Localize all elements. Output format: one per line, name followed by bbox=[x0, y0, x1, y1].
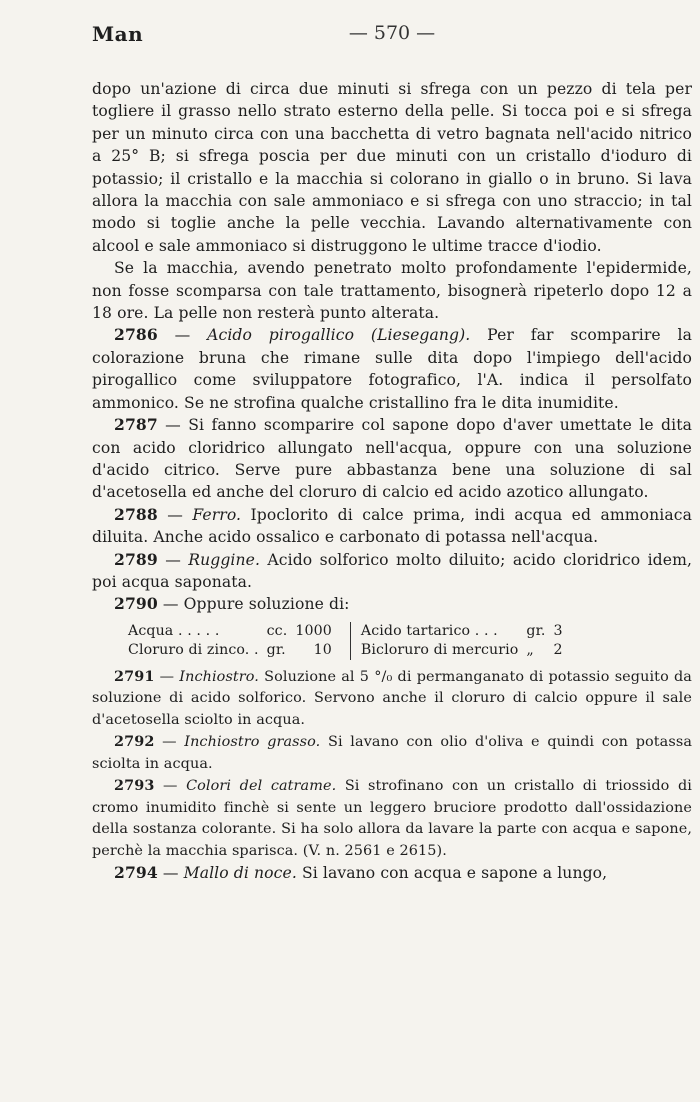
entry-2793 bbox=[92, 775, 692, 862]
entry-2791 bbox=[92, 666, 692, 732]
entry-number: 2790 bbox=[114, 594, 158, 614]
entry-2788 bbox=[92, 504, 692, 549]
entry-number: 2789 bbox=[114, 549, 158, 569]
page-number: — 570 — bbox=[348, 22, 436, 44]
formula-row bbox=[361, 622, 571, 641]
entry-dash: — bbox=[154, 734, 185, 751]
entry-author: (Liesegang). bbox=[370, 326, 471, 345]
entry-text: Soluzione al 5 °/₀ di permanganato di potassio seguito da soluzione di acido solforico. Servono anche il cloruro di calcio oppure il sale d'acetosella sciolto in acqua. bbox=[92, 668, 692, 728]
formula-right-column bbox=[351, 622, 571, 660]
entry-title: Ferro. bbox=[192, 505, 242, 524]
ingredient-unit: gr. bbox=[526, 622, 546, 639]
ingredient-name: Acido tartarico . . . bbox=[360, 622, 498, 639]
entry-text: Si fanno scomparire col sapone dopo d'aver umettate le dita con acido cloridrico allungato nell'acqua, oppure con una soluzione d'acido citrico. Serve pure abbastanza bene una soluzione di sal d'acetosella ed anche del clorurо di calcio ed acido azotico allungato. bbox=[92, 416, 692, 502]
entry-dash: — bbox=[157, 416, 189, 435]
ingredient-qty: 1000 bbox=[295, 622, 332, 639]
ingredient-unit: gr. bbox=[266, 641, 286, 658]
entry-number: 2792 bbox=[114, 733, 155, 751]
page-header bbox=[92, 22, 692, 56]
entry-number: 2794 bbox=[114, 863, 158, 883]
entry-dash: — bbox=[154, 778, 187, 795]
paragraph-continuation: dopo un'azione di circa due minuti si sfrega con un pezzo di tela per togliere il grasso nello strato esterno della pelle. Si tocca poi e si sfrega per un minuto circa con una bacchetta di vetro bagnata nell'acido nitrico a 25° B; si sfrega poscia per due minuti con un cristallo d'ioduro di potassio; il cristallo e la macchia si colorano in giallo o in bruno. Si lava allora la macchia con sale ammoniaco e si sfrega con uno straccio; in tal modo si toglie anche la pelle vecchia. Lavando alternativamente con alcool e sale ammoniaco si distruggono le ultime tracce d'iodio. bbox=[92, 80, 692, 255]
formula-row bbox=[128, 622, 340, 641]
entry-title: Inchiostro. bbox=[179, 668, 259, 685]
entry-2787 bbox=[92, 414, 692, 504]
ingredient-qty: 10 bbox=[313, 641, 332, 658]
entry-text: Si lavano con olio d'oliva e quindi con potassa sciolta in acqua. bbox=[92, 734, 692, 772]
paragraph-repeat-treatment: Se la macchia, avendo penetrato molto profondamente l'epidermide, non fosse scomparsa con tale trattamento, bisognerà ripeterlo dopo 12 a 18 ore. La pelle non resterà punto alterata. bbox=[92, 259, 692, 323]
entry-text: Oppure soluzione di: bbox=[183, 595, 350, 614]
entry-2792 bbox=[92, 731, 692, 775]
ingredient-name: Bicloruro di mercurio bbox=[360, 641, 519, 658]
ingredient-name: Acqua . . . . . bbox=[128, 622, 220, 639]
entry-text: Ipoclorito di calce prima, indi acqua ed ammoniaca diluita. Anche acido ossalico e carbonato di potassa nell'acqua. bbox=[92, 505, 692, 547]
page-body bbox=[92, 78, 692, 885]
entry-number: 2786 bbox=[114, 325, 158, 345]
entry-number: 2793 bbox=[114, 777, 155, 795]
entry-dash: — bbox=[157, 595, 184, 614]
entry-text: Si strofinano con un cristallo di triossido di cromo inumidito finchè si sente un leggero bruciore prodotto dall'ossidazione della sostanza colorante. Si ha solo allora da lavare la parte con acqua e sapone, perchè la macchia sparisca. (V. n. 2561 e 2615). bbox=[92, 778, 693, 859]
entry-dash: — bbox=[157, 864, 184, 883]
running-head: Man bbox=[92, 22, 144, 46]
ingredient-name: Cloruro di zinco. . bbox=[128, 641, 259, 658]
entry-2786 bbox=[92, 324, 692, 414]
entry-dash: — bbox=[157, 505, 193, 524]
formula-left-column bbox=[128, 622, 351, 660]
entry-title: Inchiostro grasso. bbox=[184, 734, 321, 751]
entry-title: Acido pirogallico bbox=[207, 326, 355, 345]
ingredient-unit: cc. bbox=[266, 622, 288, 639]
entry-2789 bbox=[92, 549, 692, 594]
ingredient-qty: 2 bbox=[553, 641, 563, 658]
ingredient-unit: „ bbox=[526, 641, 534, 658]
formula-table bbox=[128, 622, 658, 660]
entry-text: Per far scomparire la colorazione bruna che rimane sulle dita dopo l'impiego dell'acido pirogallico come sviluppatore fotografico, l'A. indica il persolfato ammonico. Se ne strofina qualche cristallino fra le dita inumidite. bbox=[92, 326, 693, 412]
entry-2794 bbox=[92, 862, 692, 884]
formula-row bbox=[128, 641, 340, 660]
formula-row bbox=[361, 641, 571, 660]
entry-dash: — bbox=[157, 550, 189, 569]
entry-dash: — bbox=[157, 326, 208, 345]
entry-number: 2787 bbox=[114, 415, 158, 435]
entry-number: 2791 bbox=[114, 667, 155, 685]
ingredient-qty: 3 bbox=[553, 622, 563, 639]
entry-number: 2788 bbox=[114, 504, 158, 524]
entry-title: Colori del catrame. bbox=[186, 778, 337, 795]
entry-text: Acido solforico molto diluito; acido cloridrico idem, poi acqua saponata. bbox=[92, 550, 693, 591]
entry-title: Mallo di noce. bbox=[183, 864, 297, 883]
entry-2790 bbox=[92, 593, 692, 615]
entry-title: Ruggine. bbox=[188, 550, 261, 569]
entry-text: Si lavano con acqua e sapone a lungo, bbox=[296, 864, 608, 883]
entry-dash: — bbox=[154, 668, 180, 685]
